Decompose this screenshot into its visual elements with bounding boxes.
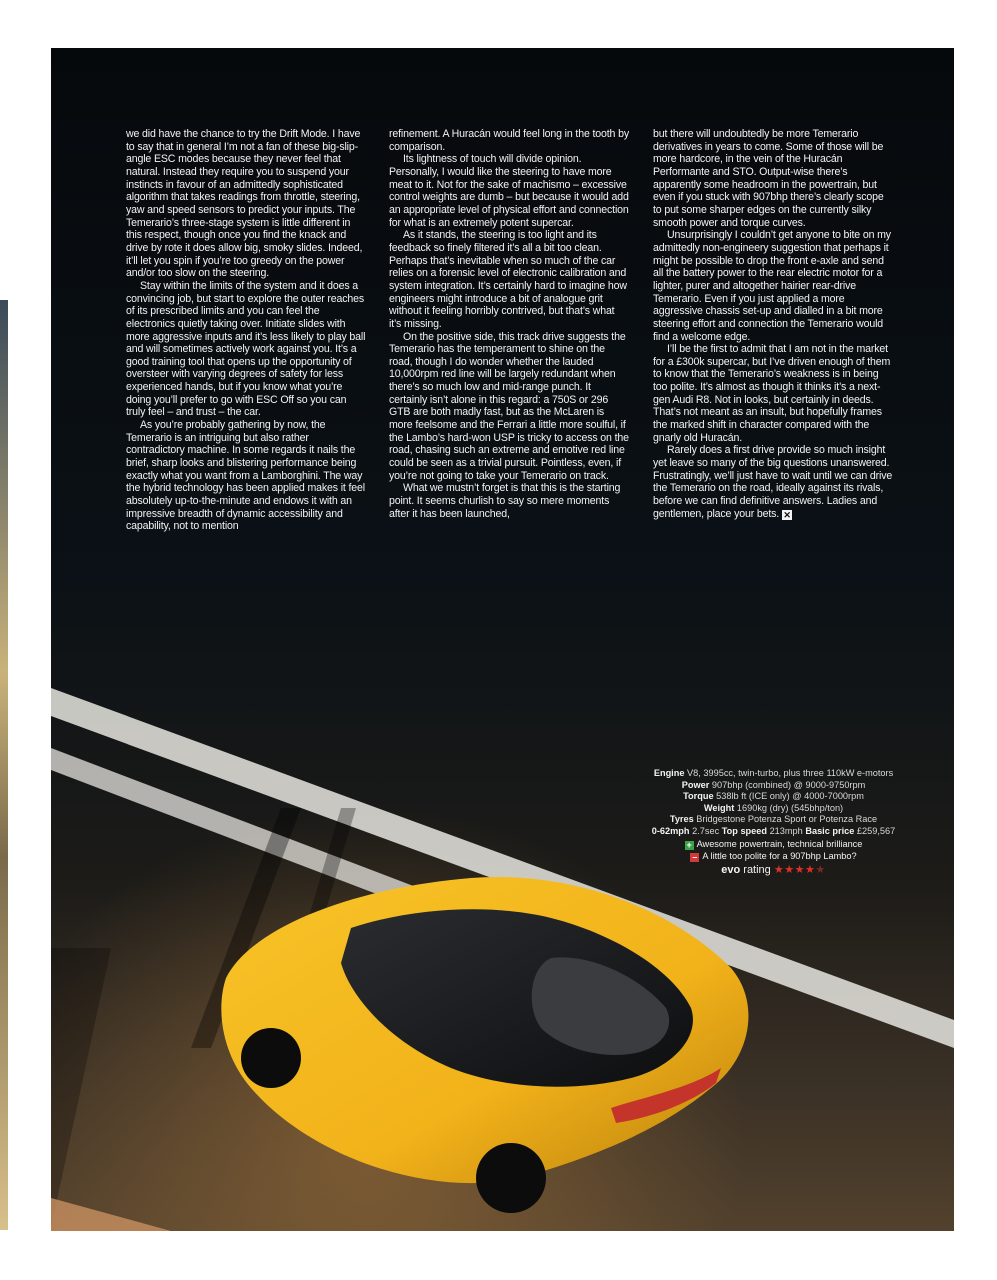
car-graphic (221, 877, 748, 1213)
end-mark-icon: ✕ (783, 509, 791, 520)
minus-icon: – (692, 852, 698, 863)
star-icon: ★ (794, 863, 805, 876)
adjacent-page-edge (0, 300, 8, 1230)
paragraph: refinement. A Huracán would feel long in the tooth by comparison. (389, 128, 629, 153)
paragraph: On the positive side, this track drive suggests the Temerario has the temperament to shine on the road, though I do wonder whether the lauded 10,000rpm red line will be largely redundant when there’s so much low and mid-range punch. It certainly isn’t alone in this regard: a 750S or 296 GTB are both madly fast, but as the McLaren is more feelsome and the Ferrari a little more soulful, if the Lambo’s hard-won USP is tricky to access on the road, chasing such an extreme and emotive red line could be seen as a trivial pursuit. Pointless, even, if you’re not going to take your Temerario on track. (389, 330, 629, 482)
hero-photo-lamborghini-temerario (51, 48, 954, 1231)
paragraph: I’ll be the first to admit that I am not in the market for a £300k supercar, but I’ve driven enough of them to know that the Temerario’s weakness is in being too polite. It’s almost as though it thinks it’s a next-gen Audi R8. Not in looks, but certainly in deeds. That’s not meant as an insult, but hopefully frames the marked shift in character compared with the gnarly old Huracán. (653, 343, 891, 444)
spec-plus: + Awesome powertrain, technical brilliance (686, 838, 863, 850)
paragraph: Unsurprisingly I couldn’t get anyone to bite on my admittedly non-engineery suggestion that perhaps it might be possible to drop the front e-axle and send all the battery power to the rear electric motor for a lighter, purer and altogether hairier rear-drive Temerario. Even if you just applied a more aggressive chassis set-up and dialled in a bit more steering effort and connection the Temerario would find a welcome edge. (653, 229, 891, 343)
spec-power: Power 907bhp (combined) @ 9000-9750rpm (681, 779, 866, 790)
spec-tyres: Tyres Bridgestone Potenza Sport or Potenza Race (669, 814, 878, 825)
star-icon: ★ (805, 863, 816, 876)
paragraph: What we mustn’t forget is that this is the starting point. It seems churlish to say so mere moments after it has been launched, (389, 482, 621, 520)
star-rating-icons (774, 864, 826, 876)
spec-engine: Engine V8, 3995cc, twin-turbo, plus three 110kW e-motors (653, 768, 894, 778)
paragraph-final-text: Rarely does a first drive provide so much insight yet leave so many of the big questions unanswered. Frustratingly, we’ll just have to wait until we can drive the Temerario on the road, ideally against its rivals, before we can find definitive answers. Ladies and gentlemen, place your bets. (653, 444, 893, 520)
spec-torque: Torque 538lb ft (ICE only) @ 4000-7000rpm (683, 791, 864, 802)
paragraph: Stay within the limits of the system and it does a convincing job, but start to explore the outer reaches of its prescribed limits and you can feel the electronics quietly taking over. Initiate slides with more aggressive inputs and it’s less likely to play ball and will sometimes actively work against you. It’s a good training tool that opens up the opportunity of oversteer with varying degrees of safety for less experienced hands, but if you know what you’re doing you’ll prefer to go with ESC Off so you can truly feel – and trust – the car. (126, 279, 366, 419)
spec-panel (641, 768, 906, 876)
article-column-2 (389, 128, 629, 520)
article-column-1 (126, 128, 366, 533)
spec-performance: 0-62mph 2.7sec Top speed 213mph Basic price £259,567 (651, 825, 896, 836)
star-icon: ★ (815, 863, 826, 876)
paragraph: but there will undoubtedly be more Temerario derivatives in years to come. Some of those will be more hardcore, in the vein of the Huracán Performante and STO. Output-wise there’s apparently some headroom in the powertrain, but even if you stuck with 907bhp there’s clearly scope to put some sharper edges on the currently silky smooth power and torque curves. (653, 128, 884, 229)
paragraph-final (653, 444, 893, 520)
paragraph: we did have the chance to try the Drift Mode. I have to say that in general I’m not a fan of these big-slip-angle ESC modes because they never feel that natural. Instead they require you to suspend your instincts in favour of an admittedly sophisticated algorithm that takes readings from throttle, steering, yaw and speed sensors to predict your inputs. The Temerario’s three-stage system is little different in this respect, though once you find the knack and drive by rote it does allow big, smoky slides. Indeed, it’ll let you spin if you’re too greedy on the power and/or too slow on the steering. (126, 128, 363, 280)
paragraph: As you’re probably gathering by now, the Temerario is an intriguing but also rather contradictory machine. In some regards it nails the brief, sharp looks and blistering performance being exactly what you want from a Lamborghini. The way the hybrid technology has been applied makes it feel absolutely up-to-the-minute and endows it with an impressive breadth of dynamic accessibility and capability, not to mention (126, 419, 365, 533)
barrier (51, 1198, 171, 1231)
star-icon: ★ (784, 863, 795, 876)
paragraph: As it stands, the steering is too light and its feedback so finely filtered it’s all a bit too clean. Perhaps that’s inevitable when so much of the car relies on a forensic level of electronic calibration and system integration. It’s certainly hard to imagine how engineers might introduce a bit of analogue grit without it feeling horribly contrived, but that’s what it’s missing. (389, 229, 627, 330)
article-column-3 (653, 128, 893, 520)
spec-weight: Weight 1690kg (dry) (545bhp/ton) (703, 802, 844, 813)
spec-minus: – A little too polite for a 907bhp Lambo? (692, 851, 857, 863)
plus-icon: + (686, 839, 692, 850)
evo-rating: evo rating ★★★★★ (721, 863, 826, 876)
paragraph: Its lightness of touch will divide opinion. Personally, I would like the steering to have more meat to it. Not for the sake of machismo – excessive control weights are dumb – but because it would add an appropriate level of physical effort and connection for what is an extremely potent supercar. (389, 153, 629, 229)
star-icon: ★ (773, 863, 785, 876)
